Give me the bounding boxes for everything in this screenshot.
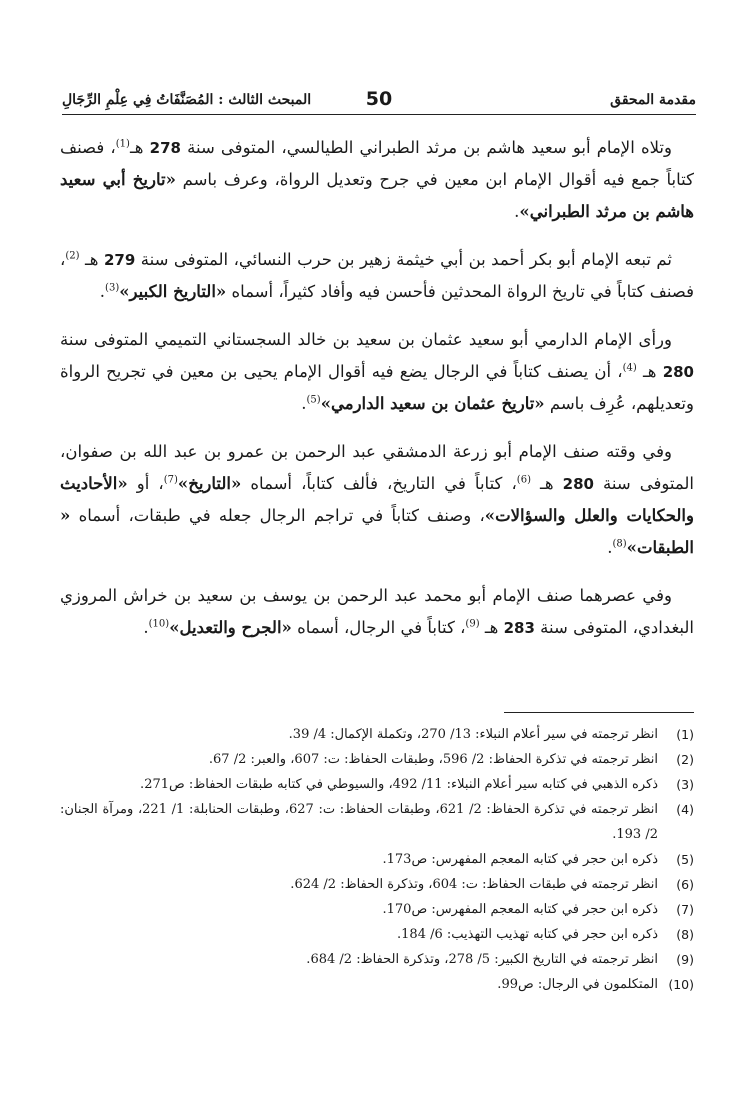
paragraph-1: وتلاه الإمام أبو سعيد هاشم بن مرثد الطبراني الطيالسي، المتوفى سنة 278 هـ$^{(1)}$، فصنف كتاباً جمع فيه أقوال الإمام ابن معين في جرح وتعديل الرواة، وعرف باسم «تاريخ أبي سعيد هاشم بن مرثد الطبراني». xyxy=(60,138,694,221)
book-title: «الأحاديث والحكايات والعلل والسؤالات» xyxy=(60,474,694,525)
footnote-ref[interactable]: (7) xyxy=(163,474,178,486)
footnote-text: ذكره ابن حجر في كتابه المعجم المفهرس: ص173. xyxy=(382,852,658,867)
footnote-number: (10) xyxy=(668,977,694,992)
footnote-divider xyxy=(504,712,694,713)
paragraph-3: ورأى الإمام الدارمي أبو سعيد عثمان بن سعيد بن خالد السجستاني التميمي المتوفى سنة 280 هـ $^{(4)}$، أن يصنف كتاباً في الرجال يضع فيه أقوال الإمام يحيى بن معين في تجريح الرواة وتعديلهم، عُرِف باسم «تاريخ عثمان بن سعيد الدارمي»$^{(5)}$. xyxy=(60,330,694,413)
footnote-number: (1) xyxy=(676,727,694,742)
book-title: «التاريخ» xyxy=(177,474,242,493)
running-header xyxy=(62,84,696,115)
footnote-ref[interactable]: (2) xyxy=(65,250,80,262)
footnote xyxy=(60,772,694,797)
footnote-ref[interactable]: (8) xyxy=(612,538,627,550)
book-title: «تاريخ عثمان بن سعيد الدارمي» xyxy=(320,394,545,413)
book-title: « الطبقات» xyxy=(60,506,694,557)
footnote-text: انظر ترجمته في سير أعلام النبلاء: 13/ 270، وتكملة الإكمال: 4/ 39. xyxy=(288,727,658,742)
paragraph-4: وفي وقته صنف الإمام أبو زرعة الدمشقي عبد الرحمن بن عمرو بن عبد الله بن صفوان، المتوفى سنة 280 هـ $^{(6)}$، كتاباً في التاريخ، فألف كتاباً، أسماه «التاريخ»$^{(7)}$، أو «الأحاديث والحكايات والعلل والسؤالات»، وصنف كتاباً في تراجم الرجال جعله في طبقات، أسماه « الطبقات»$^{(8)}$. xyxy=(60,442,695,557)
footnote-number: (2) xyxy=(676,752,694,767)
footnote-number: (3) xyxy=(676,777,694,792)
footnote-text: انظر ترجمته في تذكرة الحفاظ: 2/ 596، وطبقات الحفاظ: ت: 607، والعبر: 2/ 67. xyxy=(208,752,658,767)
header-chapter-title: المبحث الثالث : المُصَنَّفَاتُ فِي عِلْمِ الرِّجَالِ xyxy=(62,92,312,108)
footnote xyxy=(60,972,694,997)
footnote xyxy=(60,872,694,897)
footnote xyxy=(60,747,694,772)
footnote-text: ذكره ابن حجر في كتابه تهذيب التهذيب: 6/ 184. xyxy=(397,927,658,942)
footnote-number: (4) xyxy=(676,802,694,817)
footnote-text: انظر ترجمته في تذكرة الحفاظ: 2/ 621، وطبقات الحفاظ: ت: 627، وطبقات الحنابلة: 1/ 221، ومرآة الجنان: 2/ 193. xyxy=(60,802,658,842)
footnote-text: انظر ترجمته في التاريخ الكبير: 5/ 278، وتذكرة الحفاظ: 2/ 684. xyxy=(306,952,658,967)
footnote xyxy=(60,922,694,947)
header-section-title: مقدمة المحقق xyxy=(610,92,696,108)
footnote-text: المتكلمون في الرجال: ص99. xyxy=(497,977,658,992)
footnote xyxy=(60,947,694,972)
footnote-ref[interactable]: (4) xyxy=(622,362,637,374)
footnote xyxy=(60,897,694,922)
footnote-number: (7) xyxy=(676,902,694,917)
footnote-ref[interactable]: (6) xyxy=(516,474,531,486)
footnote xyxy=(60,722,694,747)
book-title: «تاريخ أبي سعيد هاشم بن مرثد الطبراني» xyxy=(60,170,694,221)
footnote-text: ذكره ابن حجر في كتابه المعجم المفهرس: ص170. xyxy=(382,902,658,917)
footnotes xyxy=(60,722,694,997)
footnote-ref[interactable]: (5) xyxy=(306,394,321,406)
footnote-text: ذكره الذهبي في كتابه سير أعلام النبلاء: 11/ 492، والسيوطي في كتابه طبقات الحفاظ: ص271. xyxy=(140,777,658,792)
footnote-ref[interactable]: (9) xyxy=(465,618,480,630)
footnote-ref[interactable]: (3) xyxy=(105,282,120,294)
footnote-number: (5) xyxy=(676,852,694,867)
book-title: «التاريخ الكبير» xyxy=(119,282,227,301)
footnote-number: (8) xyxy=(676,927,694,942)
book-title: «الجرح والتعديل» xyxy=(169,618,292,637)
footnote-number: (9) xyxy=(676,952,694,967)
footnote xyxy=(60,847,694,872)
paragraph-5: وفي عصرهما صنف الإمام أبو محمد عبد الرحمن بن يوسف بن سعيد بن خراش المروزي البغدادي، المتوفى سنة 283 هـ $^{(9)}$، كتاباً في الرجال، أسماه «الجرح والتعديل»$^{(10)}$. xyxy=(60,586,694,637)
footnote-text: انظر ترجمته في طبقات الحفاظ: ت: 604، وتذكرة الحفاظ: 2/ 624. xyxy=(290,877,658,892)
footnote-number: (6) xyxy=(676,877,694,892)
footnote-ref[interactable]: (10) xyxy=(148,618,170,630)
footnote xyxy=(60,797,694,847)
paragraph-2: ثم تبعه الإمام أبو بكر أحمد بن أبي خيثمة زهير بن حرب النسائي، المتوفى سنة 279 هـ $^{(2)}$، فصنف كتاباً في تاريخ الرواة المحدثين فأحسن فيه وأفاد كثيراً، أسماه «التاريخ الكبير»$^{(3)}$. xyxy=(60,250,694,301)
page-number: 50 xyxy=(365,88,393,110)
footnote-ref[interactable]: (1) xyxy=(115,138,130,150)
main-text xyxy=(60,132,694,660)
